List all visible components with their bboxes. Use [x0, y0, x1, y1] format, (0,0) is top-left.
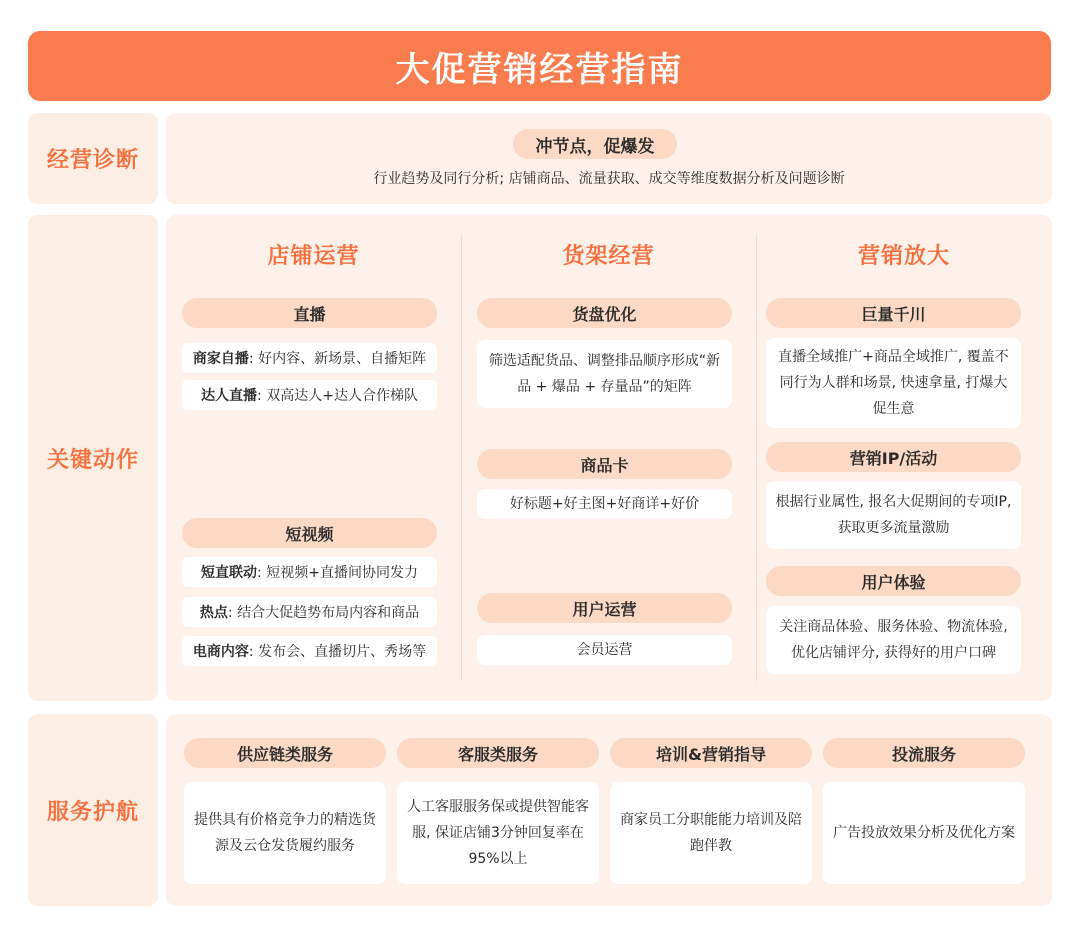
column-store-operation — [166, 215, 461, 701]
diagnosis-description: 行业趋势及同行分析; 店铺商品、流量获取、成交等维度数据分析及问题诊断 — [373, 171, 845, 187]
service-description: 提供具有价格竞争力的精选货源及云仓发货履约服务 — [184, 782, 386, 884]
column-heading-shelf: 货架经营 — [562, 244, 655, 269]
diagnosis-pill: 冲节点，促爆发 — [513, 129, 677, 159]
service-customer-service — [397, 714, 599, 906]
subheading-user-operation: 用户运营 — [477, 593, 732, 623]
user-experience-card: 关注商品体验、服务体验、物流体验, 优化店铺评分, 获得好的用户口碑 — [766, 606, 1021, 674]
item-key: 热点 — [199, 605, 228, 621]
service-title: 客服类服务 — [397, 738, 599, 768]
service-supply-chain — [184, 714, 386, 906]
subheading-user-experience: 用户体验 — [766, 566, 1021, 596]
subheading-product-pool: 货盘优化 — [477, 298, 732, 328]
row-label-diagnosis: 经营诊断 — [28, 113, 158, 204]
service-title: 培训&营销指导 — [610, 738, 812, 768]
item-key: 电商内容 — [192, 644, 249, 660]
row-label-services: 服务护航 — [28, 714, 158, 906]
item-value: : 发布会、直播切片、秀场等 — [248, 644, 427, 660]
subheading-product-card: 商品卡 — [477, 449, 732, 479]
column-heading-store: 店铺运营 — [267, 244, 360, 269]
service-description: 商家员工分职能能力培训及陪跑伴教 — [610, 782, 812, 884]
item-key: 短直联动 — [201, 565, 258, 581]
item-value: : 好内容、新场景、自播矩阵 — [248, 351, 427, 367]
page-title: 大促营销经营指南 — [28, 31, 1051, 101]
list-item — [182, 597, 437, 627]
service-description: 广告投放效果分析及优化方案 — [823, 782, 1025, 884]
subheading-live: 直播 — [182, 298, 437, 328]
column-heading-marketing: 营销放大 — [857, 244, 950, 269]
subheading-short-video: 短视频 — [182, 518, 437, 548]
item-key: 商家自播 — [192, 351, 249, 367]
list-item — [182, 557, 437, 587]
service-title: 供应链类服务 — [184, 738, 386, 768]
item-key: 达人直播 — [201, 388, 258, 404]
column-marketing-amplify — [756, 215, 1052, 701]
item-value: : 结合大促趋势布局内容和商品 — [227, 605, 420, 621]
qianchuan-card: 直播全域推广+商品全域推广, 覆盖不同行为人群和场景, 快速拿量, 打爆大促生意 — [766, 338, 1021, 428]
diagnosis-panel — [166, 113, 1052, 204]
actions-panel — [166, 215, 1052, 701]
service-ad-traffic — [823, 714, 1025, 906]
column-shelf-operation — [461, 215, 756, 701]
list-item — [182, 380, 437, 410]
product-pool-card: 筛选适配货品、调整排品顺序形成“新品 + 爆品 + 存量品”的矩阵 — [477, 340, 732, 408]
list-item — [182, 636, 437, 666]
subheading-qianchuan: 巨量千川 — [766, 298, 1021, 328]
item-value: : 短视频+直播间协同发力 — [257, 565, 418, 581]
product-card-card: 好标题+好主图+好商详+好价 — [477, 489, 732, 519]
list-item — [182, 343, 437, 373]
marketing-ip-card: 根据行业属性, 报名大促期间的专项IP, 获取更多流量激励 — [766, 481, 1021, 549]
row-label-actions: 关键动作 — [28, 215, 158, 701]
service-training — [610, 714, 812, 906]
subheading-marketing-ip: 营销IP/活动 — [766, 442, 1021, 472]
user-operation-card: 会员运营 — [477, 635, 732, 665]
service-description: 人工客服服务保或提供智能客服, 保证店铺3分钟回复率在95%以上 — [397, 782, 599, 884]
services-panel — [166, 714, 1052, 906]
item-value: : 双高达人+达人合作梯队 — [257, 388, 418, 404]
service-title: 投流服务 — [823, 738, 1025, 768]
